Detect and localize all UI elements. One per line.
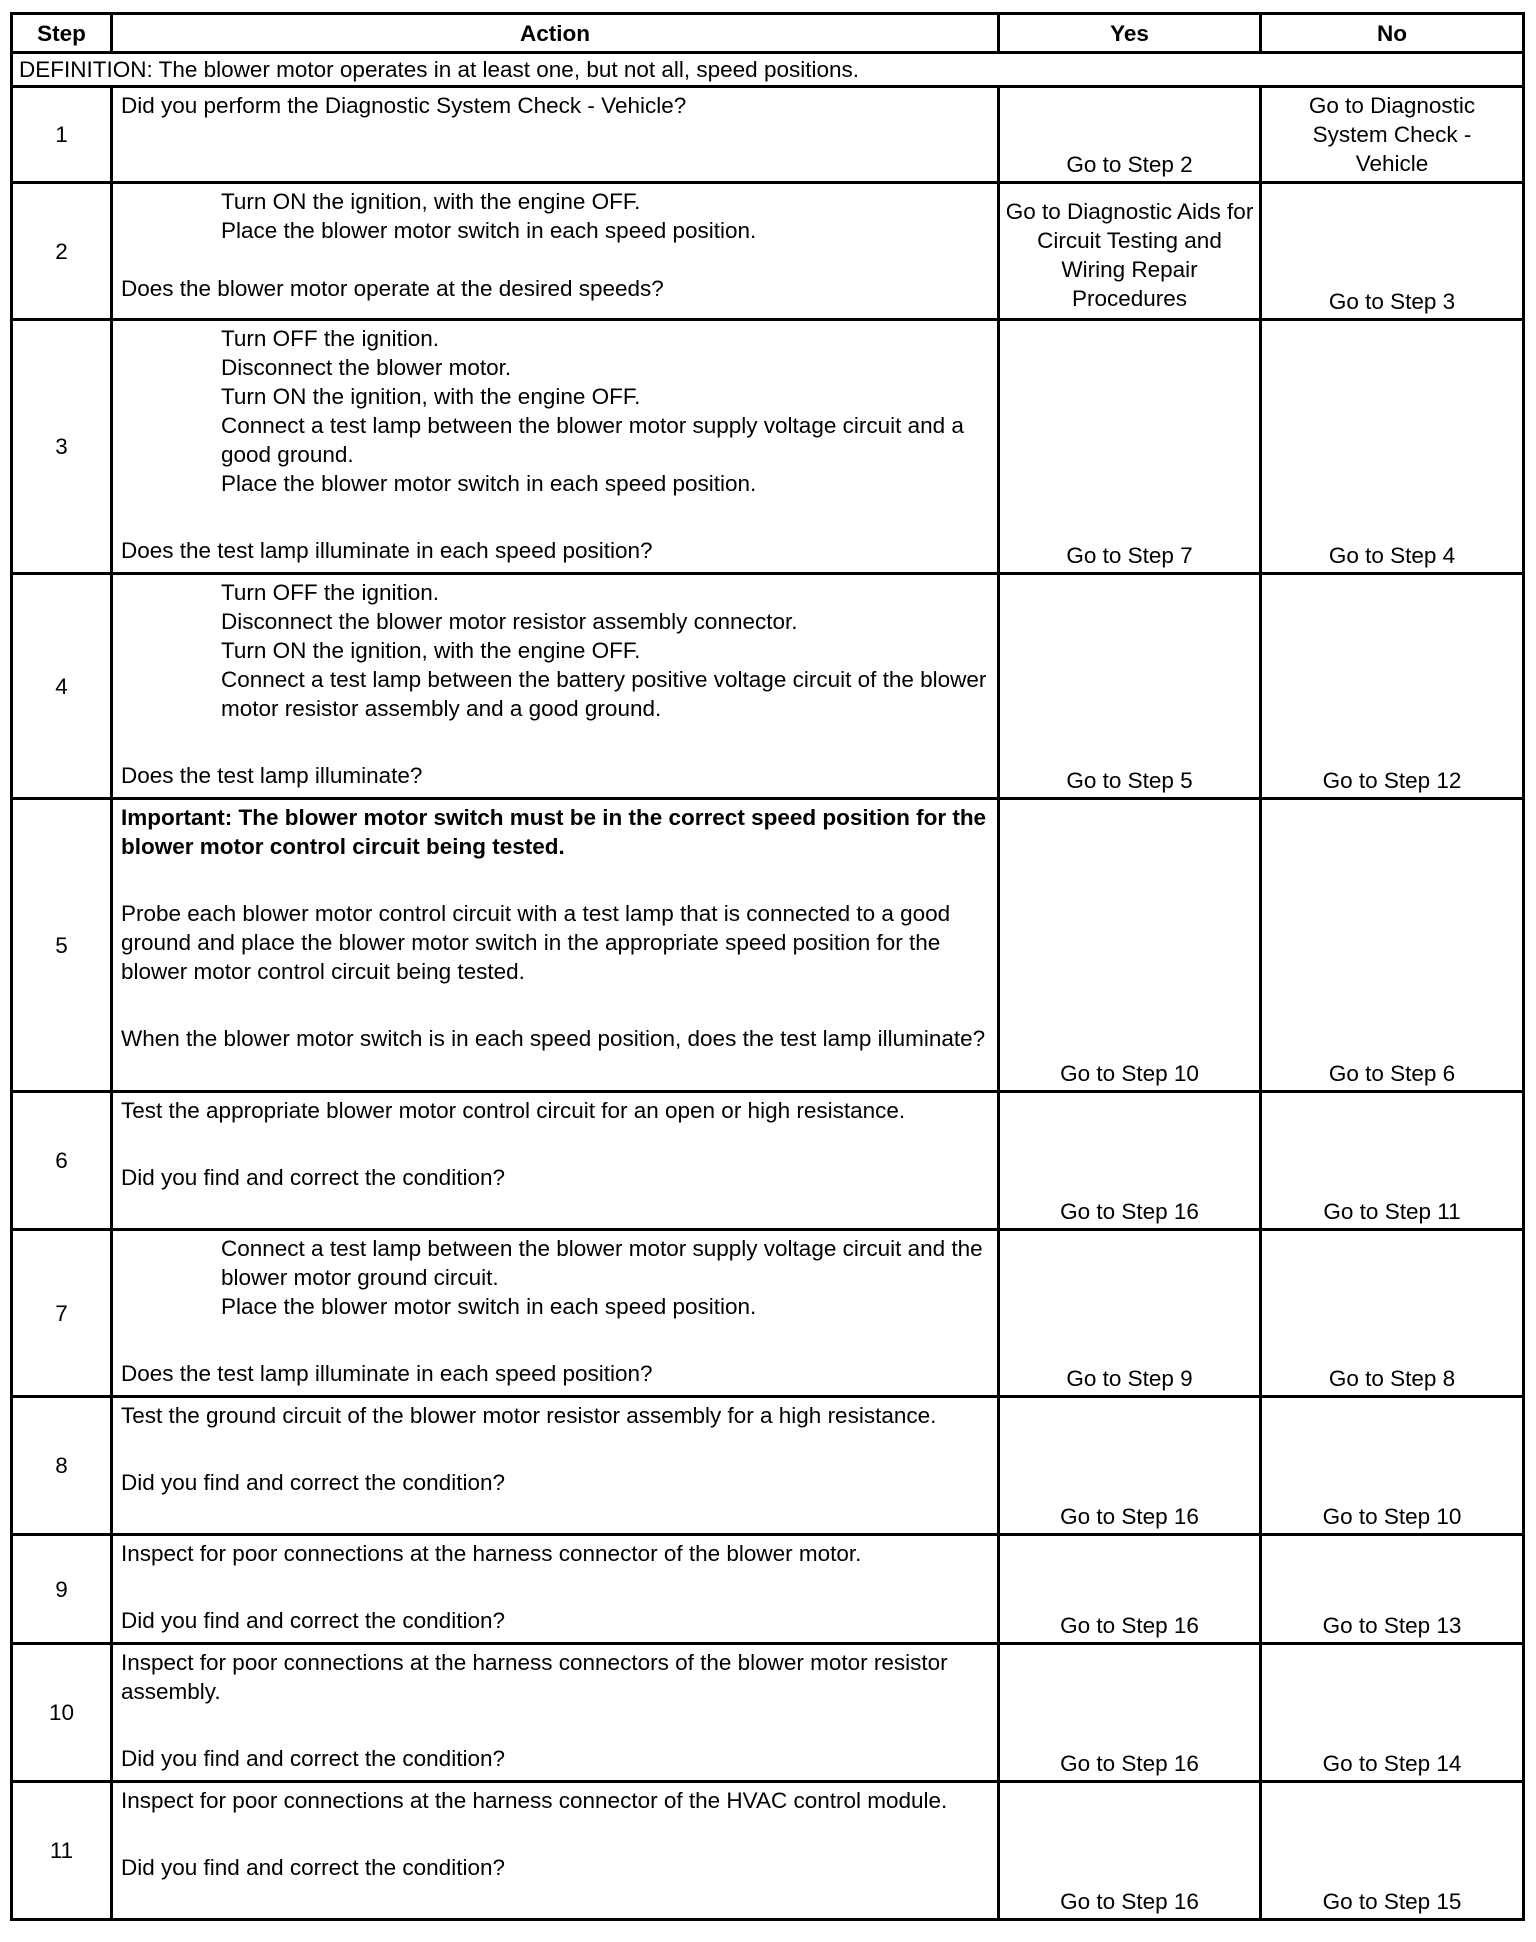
instruction-line: Place the blower motor switch in each speed position.	[221, 1294, 757, 1319]
table-row	[12, 1782, 1524, 1920]
table-row	[12, 320, 1524, 574]
step-number: 5	[12, 799, 112, 1092]
instruction-text: Test the appropriate blower motor control circuit for an open or high resistance.	[121, 1098, 906, 1123]
table-row	[12, 1535, 1524, 1644]
table-row	[12, 1644, 1524, 1782]
instruction-text: Inspect for poor connections at the harness connectors of the blower motor resistor assembly.	[121, 1650, 948, 1704]
instruction-line: Turn ON the ignition, with the engine OFF.	[221, 189, 641, 214]
question-text: Did you find and correct the condition?	[121, 1165, 505, 1190]
no-result: Go to Step 11	[1261, 1092, 1524, 1230]
instruction-text: Inspect for poor connections at the harness connector of the HVAC control module.	[121, 1788, 948, 1813]
instruction-line: Connect a test lamp between the battery positive voltage circuit of the blower motor resistor assembly and a good ground.	[221, 667, 987, 721]
action-cell	[112, 183, 999, 320]
yes-result: Go to Step 16	[999, 1535, 1261, 1644]
no-result: Go to Step 10	[1261, 1397, 1524, 1535]
no-result: Go to Step 8	[1261, 1230, 1524, 1397]
header-action: Action	[112, 14, 999, 53]
instruction-line: Disconnect the blower motor resistor assembly connector.	[221, 609, 798, 634]
no-result: Go to Step 4	[1261, 320, 1524, 574]
action-cell	[112, 1397, 999, 1535]
step-number: 11	[12, 1782, 112, 1920]
step-number: 1	[12, 87, 112, 183]
table-row	[12, 183, 1524, 320]
action-cell	[112, 1535, 999, 1644]
action-cell	[112, 1644, 999, 1782]
table-row	[12, 574, 1524, 799]
important-note: Important: The blower motor switch must be in the correct speed position for the blower motor control circuit being tested.	[121, 805, 987, 859]
yes-result-text: Go to Diagnostic Aids for Circuit Testing and Wiring Repair Procedures	[1005, 199, 1254, 311]
instruction-line: Disconnect the blower motor.	[221, 355, 512, 380]
question-text: Does the test lamp illuminate in each speed position?	[121, 538, 653, 563]
yes-result: Go to Step 16	[999, 1782, 1261, 1920]
table-row	[12, 1230, 1524, 1397]
question-text: Did you find and correct the condition?	[121, 1746, 505, 1771]
yes-result: Go to Step 16	[999, 1092, 1261, 1230]
question-text: When the blower motor switch is in each speed position, does the test lamp illuminate?	[121, 1026, 986, 1051]
definition-row	[12, 53, 1524, 87]
instruction-line: Place the blower motor switch in each speed position.	[221, 218, 757, 243]
instruction-line: Turn OFF the ignition.	[221, 580, 440, 605]
no-result: Go to Step 3	[1261, 183, 1524, 320]
no-result	[1261, 87, 1524, 183]
header-no: No	[1261, 14, 1524, 53]
no-result: Go to Step 15	[1261, 1782, 1524, 1920]
instruction-text: Inspect for poor connections at the harness connector of the blower motor.	[121, 1541, 862, 1566]
action-cell	[112, 87, 999, 183]
step-number: 10	[12, 1644, 112, 1782]
no-result: Go to Step 14	[1261, 1644, 1524, 1782]
instruction-line: Turn OFF the ignition.	[221, 326, 440, 351]
yes-result	[999, 183, 1261, 320]
instruction-text: Probe each blower motor control circuit with a test lamp that is connected to a good ground and place the blower motor switch in the appropriate speed position for the blower motor control circuit being tested.	[121, 901, 951, 984]
yes-result: Go to Step 10	[999, 799, 1261, 1092]
no-result-text: Go to Diagnostic System Check - Vehicle	[1308, 93, 1476, 176]
question-text: Did you perform the Diagnostic System Check - Vehicle?	[121, 93, 687, 118]
step-number: 8	[12, 1397, 112, 1535]
action-cell	[112, 320, 999, 574]
header-step: Step	[12, 14, 112, 53]
question-text: Did you find and correct the condition?	[121, 1855, 505, 1880]
header-row	[12, 14, 1524, 53]
step-number: 9	[12, 1535, 112, 1644]
step-number: 2	[12, 183, 112, 320]
action-cell	[112, 1092, 999, 1230]
yes-result: Go to Step 16	[999, 1397, 1261, 1535]
no-result: Go to Step 13	[1261, 1535, 1524, 1644]
no-result: Go to Step 6	[1261, 799, 1524, 1092]
step-number: 7	[12, 1230, 112, 1397]
question-text: Did you find and correct the condition?	[121, 1470, 505, 1495]
instruction-line: Place the blower motor switch in each speed position.	[221, 471, 757, 496]
instruction-line: Connect a test lamp between the blower motor supply voltage circuit and a good ground.	[221, 413, 964, 467]
action-cell	[112, 1230, 999, 1397]
yes-result: Go to Step 16	[999, 1644, 1261, 1782]
table-row	[12, 1397, 1524, 1535]
instruction-line: Turn ON the ignition, with the engine OFF.	[221, 384, 641, 409]
header-yes: Yes	[999, 14, 1261, 53]
action-cell	[112, 1782, 999, 1920]
no-result: Go to Step 12	[1261, 574, 1524, 799]
question-text: Does the test lamp illuminate?	[121, 763, 423, 788]
yes-result: Go to Step 2	[999, 87, 1261, 183]
action-cell	[112, 799, 999, 1092]
definition-text: DEFINITION: The blower motor operates in at least one, but not all, speed positions.	[12, 53, 1524, 87]
step-number: 4	[12, 574, 112, 799]
step-number: 3	[12, 320, 112, 574]
yes-result: Go to Step 7	[999, 320, 1261, 574]
question-text: Does the test lamp illuminate in each speed position?	[121, 1361, 653, 1386]
question-text: Does the blower motor operate at the desired speeds?	[121, 276, 664, 301]
action-cell	[112, 574, 999, 799]
step-number: 6	[12, 1092, 112, 1230]
yes-result: Go to Step 9	[999, 1230, 1261, 1397]
yes-result: Go to Step 5	[999, 574, 1261, 799]
instruction-line: Turn ON the ignition, with the engine OFF.	[221, 638, 641, 663]
diagnostic-table	[10, 12, 1525, 1921]
instruction-line: Connect a test lamp between the blower motor supply voltage circuit and the blower motor ground circuit.	[221, 1236, 983, 1290]
instruction-text: Test the ground circuit of the blower motor resistor assembly for a high resistance.	[121, 1403, 937, 1428]
question-text: Did you find and correct the condition?	[121, 1608, 505, 1633]
table-row	[12, 1092, 1524, 1230]
table-row	[12, 799, 1524, 1092]
table-row	[12, 87, 1524, 183]
